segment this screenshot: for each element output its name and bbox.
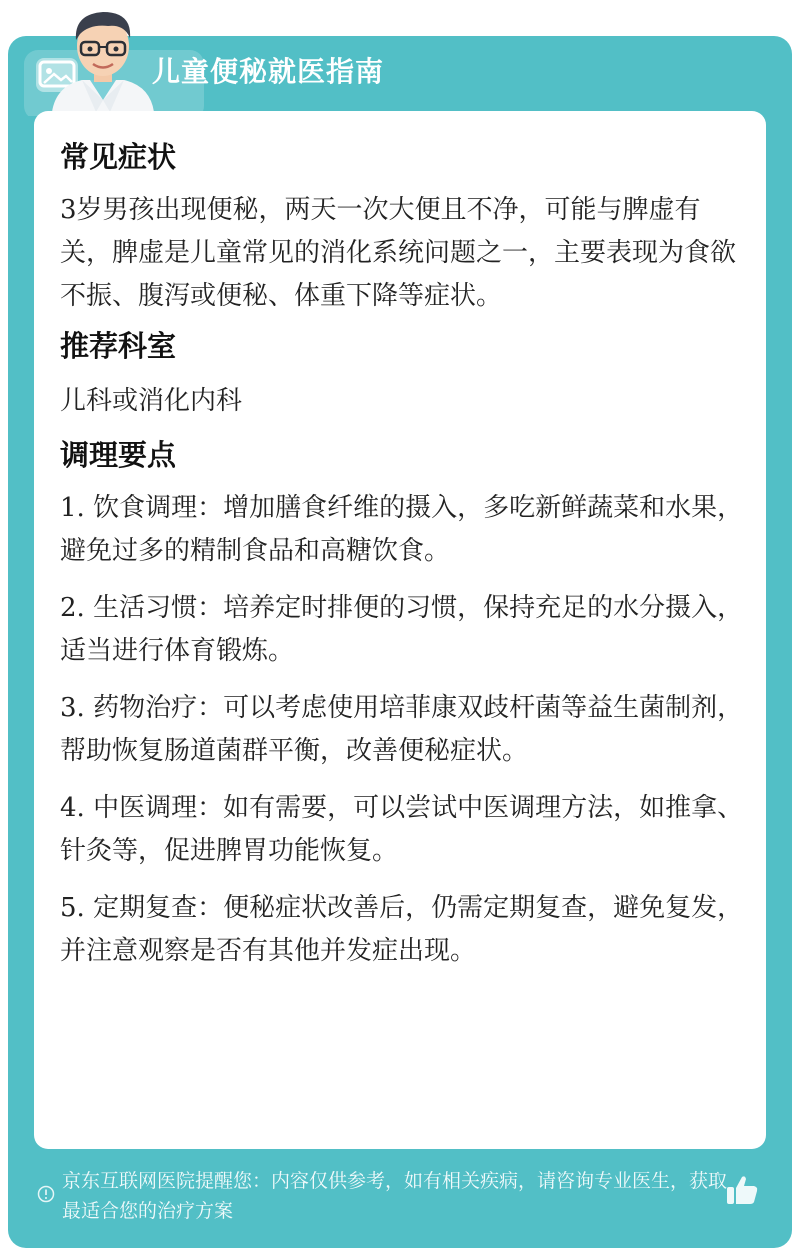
tip-number: 1. bbox=[60, 493, 85, 523]
thumbs-up-icon[interactable] bbox=[724, 1172, 760, 1208]
department-text: 儿科或消化内科 bbox=[60, 386, 243, 416]
tip-number: 3. bbox=[60, 693, 85, 723]
tip-number: 2. bbox=[60, 593, 85, 623]
tip-text: 生活习惯：培养定时排便的习惯，保持充足的水分摄入，适当进行体育锻炼。 bbox=[60, 593, 744, 666]
tip-item-1 bbox=[60, 487, 744, 573]
tip-text: 中医调理：如有需要，可以尝试中医调理方法，如推拿、针灸等，促进脾胃功能恢复。 bbox=[60, 793, 744, 866]
department-heading: 推荐科室 bbox=[60, 329, 177, 363]
tip-text: 饮食调理：增加膳食纤维的摄入，多吃新鲜蔬菜和水果，避免过多的精制食品和高糖饮食。 bbox=[60, 493, 744, 566]
symptoms-text bbox=[60, 189, 744, 318]
info-icon bbox=[37, 1185, 55, 1203]
disclaimer-text: 京东互联网医院提醒您：内容仅供参考，如有相关疾病，请咨询专业医生，获取最适合您的治疗方案 bbox=[62, 1170, 728, 1222]
tip-item-2 bbox=[60, 587, 744, 673]
symptoms-description: 岁男孩出现便秘，两天一次大便且不净，可能与脾虚有关，脾虚是儿童常见的消化系统问题之一，主要表现为食欲不振、腹泻或便秘、体重下降等症状。 bbox=[60, 195, 737, 311]
tip-item-4 bbox=[60, 787, 744, 873]
tip-item-3 bbox=[60, 687, 744, 773]
symptoms-age: 3 bbox=[60, 195, 77, 225]
content-card bbox=[34, 111, 766, 1149]
tip-text: 药物治疗：可以考虑使用培菲康双歧杆菌等益生菌制剂，帮助恢复肠道菌群平衡，改善便秘症状。 bbox=[60, 693, 744, 766]
tip-text: 定期复查：便秘症状改善后，仍需定期复查，避免复发，并注意观察是否有其他并发症出现。 bbox=[60, 893, 744, 966]
tip-item-5 bbox=[60, 887, 744, 973]
tip-number: 5. bbox=[60, 893, 85, 923]
content-body bbox=[60, 133, 744, 987]
tip-number: 4. bbox=[60, 793, 85, 823]
page-title: 儿童便秘就医指南 bbox=[152, 55, 385, 88]
symptoms-heading: 常见症状 bbox=[60, 140, 177, 174]
doctor-avatar bbox=[48, 4, 158, 112]
tips-heading: 调理要点 bbox=[60, 438, 177, 472]
